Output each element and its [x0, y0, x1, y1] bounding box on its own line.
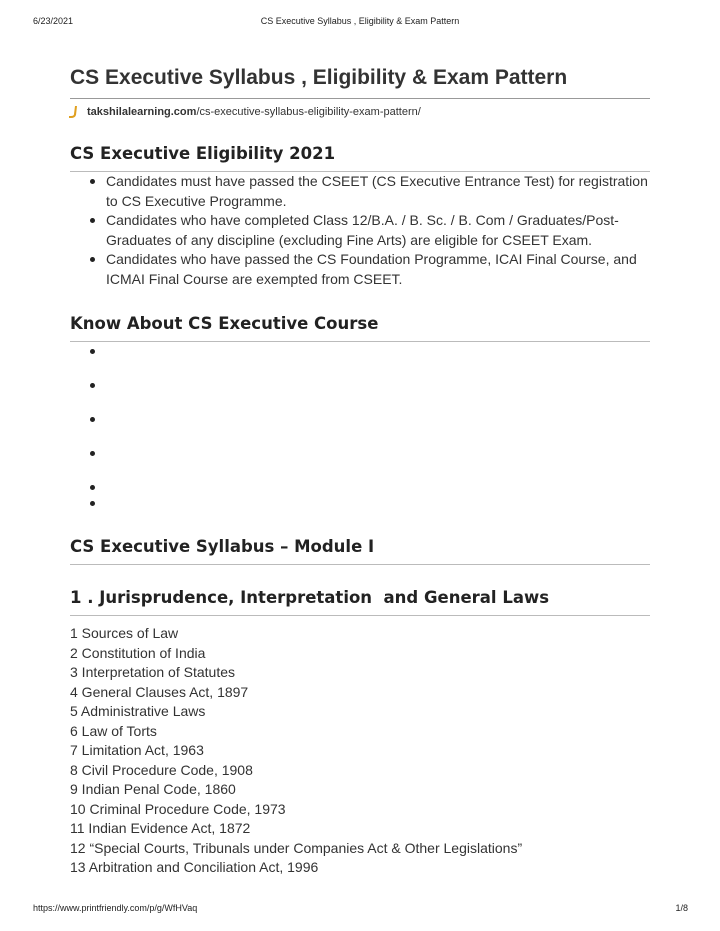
- print-doc-title: CS Executive Syllabus , Eligibility & Exam Pattern: [260, 16, 460, 26]
- topic-item: 2 Constitution of India: [70, 644, 206, 661]
- list-item: Candidates who have completed Class 12/B.A. / B. Sc. / B. Com / Graduates/Post-Graduates of any discipline (excluding Fine Arts) are eligible for CSEET Exam.: [70, 211, 650, 250]
- empty-list-item: [70, 444, 650, 478]
- list-item: Candidates who have passed the CS Foundation Programme, ICAI Final Course, and ICMAI Final Course are exempted from CSEET.: [70, 250, 650, 289]
- article: [70, 64, 650, 878]
- empty-list-item: [70, 494, 650, 510]
- topic-item: 3 Interpretation of Statutes: [70, 664, 235, 680]
- course-heading: Know About CS Executive Course: [70, 313, 650, 342]
- topic-item: 6 Law of Torts: [70, 722, 157, 739]
- empty-list-item: [70, 342, 650, 376]
- topic-item: 9 Indian Penal Code, 1860: [70, 781, 236, 797]
- course-list: [70, 342, 650, 510]
- print-date: 6/23/2021: [33, 16, 74, 26]
- eligibility-heading: CS Executive Eligibility 2021: [70, 143, 650, 172]
- list-item: Candidates must have passed the CSEET (CS Executive Entrance Test) for registration to CS Executive Programme.: [70, 172, 650, 211]
- empty-list-item: [70, 376, 650, 410]
- topic-item: 4 General Clauses Act, 1897: [70, 683, 249, 700]
- empty-list-item: [70, 478, 650, 494]
- topic-item: 12 “Special Courts, Tribunals under Companies Act & Other Legislations”: [70, 839, 523, 856]
- topic-item: 11 Indian Evidence Act, 1872: [70, 820, 251, 836]
- topic-item: 8 Civil Procedure Code, 1908: [70, 761, 253, 778]
- topic-item: 1 Sources of Law: [70, 625, 179, 641]
- source-path: /cs-executive-syllabus-eligibility-exam-pattern/: [196, 106, 421, 118]
- empty-list-item: [70, 410, 650, 444]
- source-line: [70, 105, 650, 123]
- topic-item: 7 Limitation Act, 1963: [70, 742, 204, 758]
- print-header: [0, 16, 720, 30]
- source-link[interactable]: [87, 106, 421, 118]
- topic-item: 13 Arbitration and Conciliation Act, 1996: [70, 859, 319, 875]
- subject-heading: 1 . Jurisprudence, Interpretation and General Laws: [70, 587, 650, 616]
- eligibility-list: [70, 172, 650, 289]
- print-footer: [0, 903, 720, 917]
- site-favicon-icon: [68, 105, 80, 119]
- topic-list: [70, 624, 650, 878]
- source-domain: takshilalearning.com: [87, 106, 197, 118]
- page-number: 1/8: [675, 903, 688, 913]
- article-title: CS Executive Syllabus , Eligibility & Exam Pattern: [70, 64, 650, 99]
- module-heading: CS Executive Syllabus – Module I: [70, 536, 650, 565]
- topic-item: 5 Administrative Laws: [70, 703, 206, 719]
- print-url: https://www.printfriendly.com/p/g/WfHVaq: [33, 903, 198, 913]
- topic-item: 10 Criminal Procedure Code, 1973: [70, 800, 286, 817]
